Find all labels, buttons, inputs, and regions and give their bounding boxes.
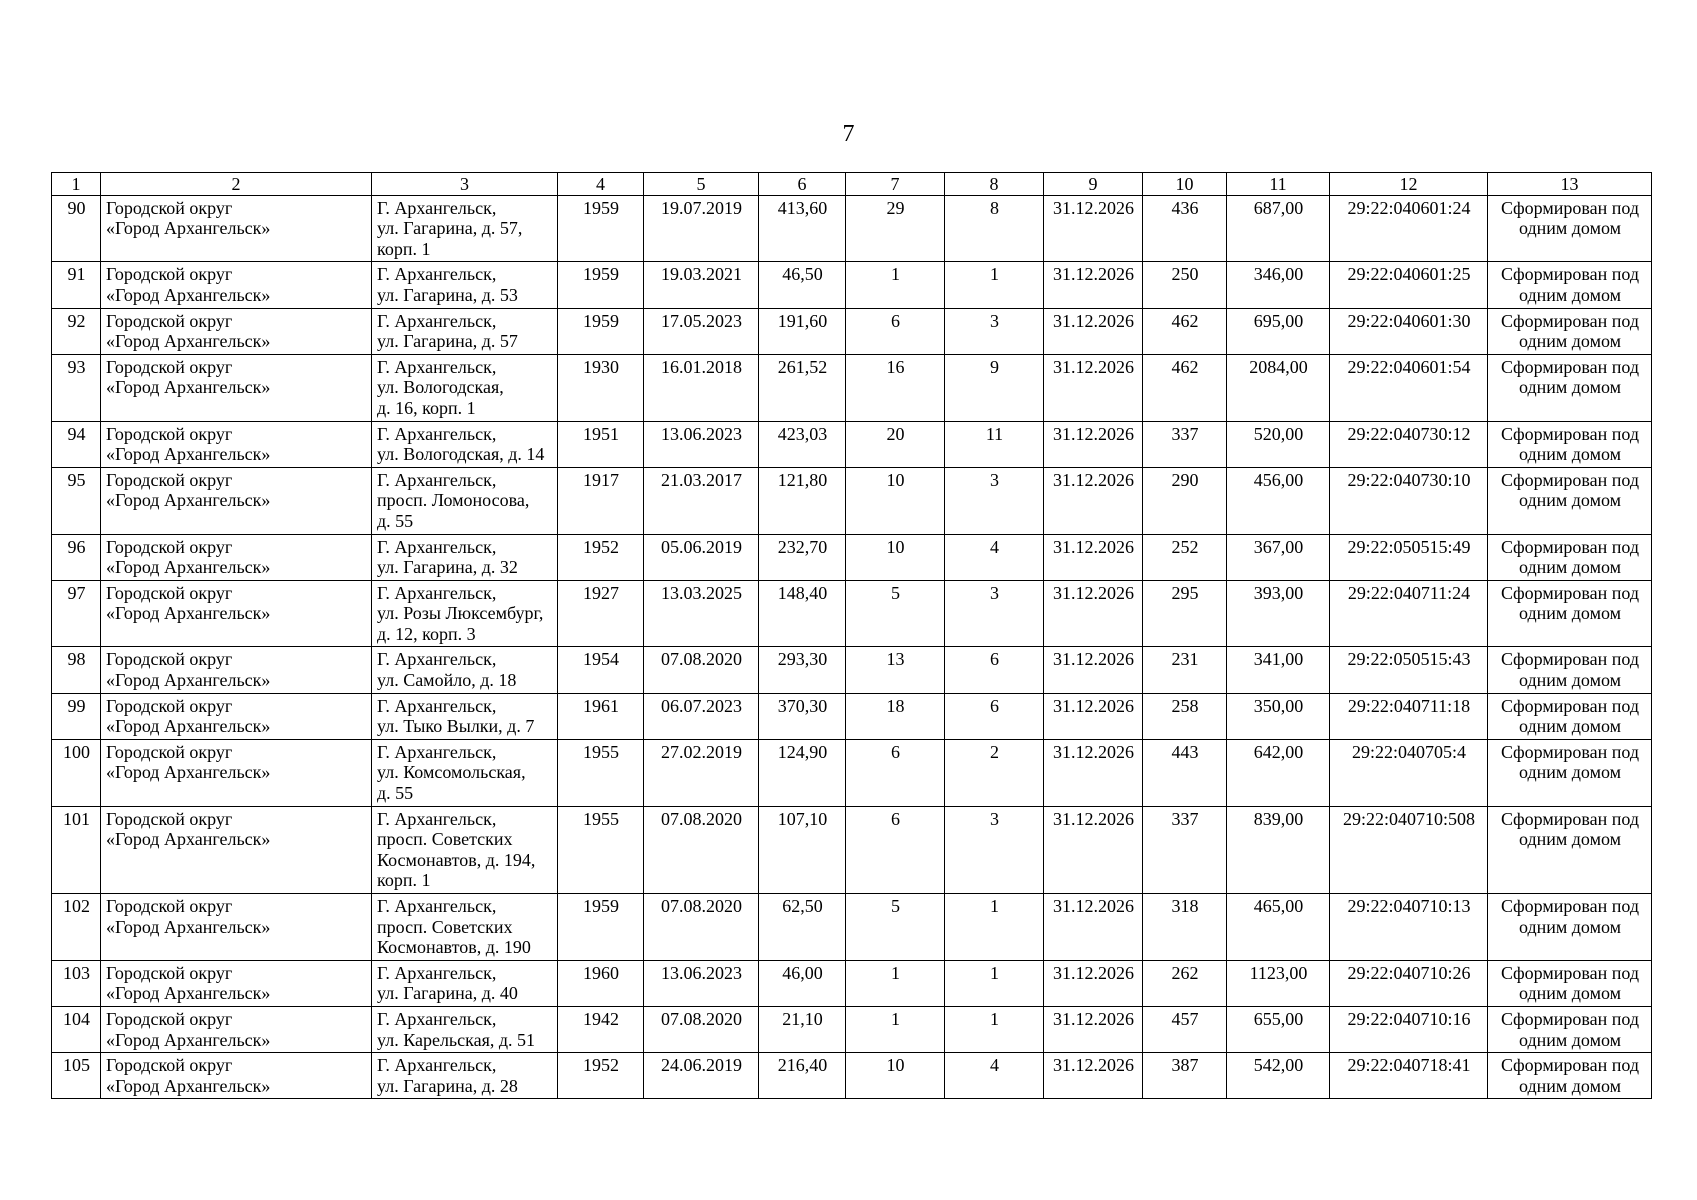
area-cell: 148,40 — [759, 580, 846, 647]
municipality-cell: Городской округ «Город Архангельск» — [101, 960, 372, 1006]
deadline-date-cell: 31.12.2026 — [1044, 806, 1143, 893]
year-cell: 1954 — [558, 647, 644, 693]
municipality-cell: Городской округ «Город Архангельск» — [101, 467, 372, 534]
count-cell: 6 — [945, 647, 1044, 693]
address-cell: Г. Архангельск, ул. Вологодская, д. 16, корп. 1 — [372, 354, 558, 421]
cadastral-number-cell: 29:22:040601:25 — [1330, 262, 1488, 308]
year-cell: 1955 — [558, 739, 644, 806]
cadastral-number-cell: 29:22:040705:4 — [1330, 739, 1488, 806]
page-number: 7 — [842, 121, 855, 147]
area-cell: 121,80 — [759, 467, 846, 534]
status-cell: Сформирован под одним домом — [1488, 354, 1652, 421]
table-row — [52, 894, 1652, 961]
count-cell: 9 — [945, 354, 1044, 421]
deadline-date-cell: 31.12.2026 — [1044, 580, 1143, 647]
area-total-cell: 642,00 — [1227, 739, 1330, 806]
table-row — [52, 534, 1652, 580]
cadastral-number-cell: 29:22:040601:30 — [1330, 308, 1488, 354]
value-cell: 443 — [1143, 739, 1227, 806]
area-cell: 107,10 — [759, 806, 846, 893]
count-cell: 13 — [846, 647, 945, 693]
area-total-cell: 520,00 — [1227, 421, 1330, 467]
data-table — [51, 172, 1652, 1099]
date-cell: 07.08.2020 — [644, 894, 759, 961]
count-cell: 18 — [846, 693, 945, 739]
date-cell: 16.01.2018 — [644, 354, 759, 421]
municipality-cell: Городской округ «Город Архангельск» — [101, 421, 372, 467]
municipality-cell: Городской округ «Город Архангельск» — [101, 580, 372, 647]
deadline-date-cell: 31.12.2026 — [1044, 421, 1143, 467]
cadastral-number-cell: 29:22:040711:18 — [1330, 693, 1488, 739]
table-row — [52, 693, 1652, 739]
cadastral-number-cell: 29:22:040711:24 — [1330, 580, 1488, 647]
status-cell: Сформирован под одним домом — [1488, 467, 1652, 534]
value-cell: 295 — [1143, 580, 1227, 647]
column-number-header: 7 — [846, 173, 945, 196]
year-cell: 1952 — [558, 534, 644, 580]
row-number-cell: 91 — [52, 262, 101, 308]
area-cell: 423,03 — [759, 421, 846, 467]
count-cell: 10 — [846, 1053, 945, 1099]
row-number-cell: 90 — [52, 195, 101, 262]
row-number-cell: 103 — [52, 960, 101, 1006]
status-cell: Сформирован под одним домом — [1488, 693, 1652, 739]
deadline-date-cell: 31.12.2026 — [1044, 693, 1143, 739]
date-cell: 24.06.2019 — [644, 1053, 759, 1099]
address-cell: Г. Архангельск, просп. Советских Космонавтов, д. 190 — [372, 894, 558, 961]
column-number-header: 5 — [644, 173, 759, 196]
address-cell: Г. Архангельск, ул. Комсомольская, д. 55 — [372, 739, 558, 806]
table-row — [52, 1006, 1652, 1052]
address-cell: Г. Архангельск, ул. Гагарина, д. 57, корп. 1 — [372, 195, 558, 262]
year-cell: 1961 — [558, 693, 644, 739]
count-cell: 3 — [945, 806, 1044, 893]
date-cell: 19.03.2021 — [644, 262, 759, 308]
area-cell: 46,00 — [759, 960, 846, 1006]
deadline-date-cell: 31.12.2026 — [1044, 308, 1143, 354]
row-number-cell: 92 — [52, 308, 101, 354]
deadline-date-cell: 31.12.2026 — [1044, 354, 1143, 421]
cadastral-number-cell: 29:22:050515:49 — [1330, 534, 1488, 580]
area-cell: 62,50 — [759, 894, 846, 961]
row-number-cell: 95 — [52, 467, 101, 534]
cadastral-number-cell: 29:22:040710:26 — [1330, 960, 1488, 1006]
address-cell: Г. Архангельск, просп. Ломоносова, д. 55 — [372, 467, 558, 534]
address-cell: Г. Архангельск, ул. Самойло, д. 18 — [372, 647, 558, 693]
count-cell: 8 — [945, 195, 1044, 262]
cadastral-number-cell: 29:22:040730:12 — [1330, 421, 1488, 467]
table-row — [52, 308, 1652, 354]
year-cell: 1927 — [558, 580, 644, 647]
row-number-cell: 100 — [52, 739, 101, 806]
value-cell: 262 — [1143, 960, 1227, 1006]
value-cell: 252 — [1143, 534, 1227, 580]
count-cell: 6 — [945, 693, 1044, 739]
table-row — [52, 467, 1652, 534]
address-cell: Г. Архангельск, ул. Гагарина, д. 40 — [372, 960, 558, 1006]
value-cell: 231 — [1143, 647, 1227, 693]
row-number-cell: 102 — [52, 894, 101, 961]
row-number-cell: 104 — [52, 1006, 101, 1052]
row-number-cell: 98 — [52, 647, 101, 693]
status-cell: Сформирован под одним домом — [1488, 806, 1652, 893]
municipality-cell: Городской округ «Город Архангельск» — [101, 647, 372, 693]
table-row — [52, 421, 1652, 467]
municipality-cell: Городской округ «Город Архангельск» — [101, 308, 372, 354]
count-cell: 1 — [945, 1006, 1044, 1052]
area-total-cell: 465,00 — [1227, 894, 1330, 961]
column-number-header: 2 — [101, 173, 372, 196]
area-cell: 370,30 — [759, 693, 846, 739]
year-cell: 1955 — [558, 806, 644, 893]
area-cell: 232,70 — [759, 534, 846, 580]
cadastral-number-cell: 29:22:040710:13 — [1330, 894, 1488, 961]
table-row — [52, 647, 1652, 693]
table-row — [52, 195, 1652, 262]
count-cell: 1 — [846, 960, 945, 1006]
status-cell: Сформирован под одним домом — [1488, 1006, 1652, 1052]
area-cell: 21,10 — [759, 1006, 846, 1052]
area-total-cell: 456,00 — [1227, 467, 1330, 534]
area-total-cell: 393,00 — [1227, 580, 1330, 647]
count-cell: 3 — [945, 467, 1044, 534]
column-number-header: 9 — [1044, 173, 1143, 196]
count-cell: 6 — [846, 308, 945, 354]
count-cell: 29 — [846, 195, 945, 262]
area-total-cell: 350,00 — [1227, 693, 1330, 739]
area-cell: 261,52 — [759, 354, 846, 421]
table-row — [52, 354, 1652, 421]
count-cell: 3 — [945, 308, 1044, 354]
deadline-date-cell: 31.12.2026 — [1044, 195, 1143, 262]
status-cell: Сформирован под одним домом — [1488, 195, 1652, 262]
date-cell: 07.08.2020 — [644, 647, 759, 693]
area-total-cell: 839,00 — [1227, 806, 1330, 893]
table-row — [52, 960, 1652, 1006]
deadline-date-cell: 31.12.2026 — [1044, 262, 1143, 308]
status-cell: Сформирован под одним домом — [1488, 960, 1652, 1006]
address-cell: Г. Архангельск, ул. Тыко Вылки, д. 7 — [372, 693, 558, 739]
status-cell: Сформирован под одним домом — [1488, 534, 1652, 580]
municipality-cell: Городской округ «Город Архангельск» — [101, 806, 372, 893]
cadastral-number-cell: 29:22:040710:16 — [1330, 1006, 1488, 1052]
column-number-header: 6 — [759, 173, 846, 196]
area-total-cell: 542,00 — [1227, 1053, 1330, 1099]
deadline-date-cell: 31.12.2026 — [1044, 739, 1143, 806]
date-cell: 05.06.2019 — [644, 534, 759, 580]
count-cell: 5 — [846, 894, 945, 961]
area-total-cell: 367,00 — [1227, 534, 1330, 580]
deadline-date-cell: 31.12.2026 — [1044, 647, 1143, 693]
municipality-cell: Городской округ «Город Архангельск» — [101, 534, 372, 580]
count-cell: 4 — [945, 534, 1044, 580]
municipality-cell: Городской округ «Город Архангельск» — [101, 894, 372, 961]
value-cell: 258 — [1143, 693, 1227, 739]
status-cell: Сформирован под одним домом — [1488, 262, 1652, 308]
year-cell: 1917 — [558, 467, 644, 534]
deadline-date-cell: 31.12.2026 — [1044, 1006, 1143, 1052]
cadastral-number-cell: 29:22:040718:41 — [1330, 1053, 1488, 1099]
year-cell: 1960 — [558, 960, 644, 1006]
column-number-header: 4 — [558, 173, 644, 196]
year-cell: 1951 — [558, 421, 644, 467]
count-cell: 1 — [846, 262, 945, 308]
count-cell: 20 — [846, 421, 945, 467]
area-total-cell: 687,00 — [1227, 195, 1330, 262]
value-cell: 387 — [1143, 1053, 1227, 1099]
deadline-date-cell: 31.12.2026 — [1044, 960, 1143, 1006]
count-cell: 16 — [846, 354, 945, 421]
address-cell: Г. Архангельск, просп. Советских Космонавтов, д. 194, корп. 1 — [372, 806, 558, 893]
table-row — [52, 806, 1652, 893]
municipality-cell: Городской округ «Город Архангельск» — [101, 262, 372, 308]
municipality-cell: Городской округ «Город Архангельск» — [101, 1053, 372, 1099]
status-cell: Сформирован под одним домом — [1488, 1053, 1652, 1099]
column-number-header: 8 — [945, 173, 1044, 196]
column-number-header: 12 — [1330, 173, 1488, 196]
municipality-cell: Городской округ «Город Архангельск» — [101, 1006, 372, 1052]
address-cell: Г. Архангельск, ул. Гагарина, д. 32 — [372, 534, 558, 580]
row-number-cell: 93 — [52, 354, 101, 421]
count-cell: 1 — [945, 960, 1044, 1006]
municipality-cell: Городской округ «Город Архангельск» — [101, 739, 372, 806]
year-cell: 1952 — [558, 1053, 644, 1099]
value-cell: 250 — [1143, 262, 1227, 308]
cadastral-number-cell: 29:22:040601:54 — [1330, 354, 1488, 421]
date-cell: 19.07.2019 — [644, 195, 759, 262]
area-cell: 191,60 — [759, 308, 846, 354]
count-cell: 10 — [846, 534, 945, 580]
date-cell: 06.07.2023 — [644, 693, 759, 739]
row-number-cell: 101 — [52, 806, 101, 893]
year-cell: 1930 — [558, 354, 644, 421]
value-cell: 462 — [1143, 354, 1227, 421]
address-cell: Г. Архангельск, ул. Вологодская, д. 14 — [372, 421, 558, 467]
cadastral-number-cell: 29:22:050515:43 — [1330, 647, 1488, 693]
area-total-cell: 341,00 — [1227, 647, 1330, 693]
column-number-header: 11 — [1227, 173, 1330, 196]
area-total-cell: 655,00 — [1227, 1006, 1330, 1052]
table-row — [52, 1053, 1652, 1099]
count-cell: 10 — [846, 467, 945, 534]
date-cell: 13.06.2023 — [644, 960, 759, 1006]
deadline-date-cell: 31.12.2026 — [1044, 1053, 1143, 1099]
count-cell: 11 — [945, 421, 1044, 467]
area-cell: 46,50 — [759, 262, 846, 308]
row-number-cell: 105 — [52, 1053, 101, 1099]
count-cell: 6 — [846, 739, 945, 806]
count-cell: 1 — [945, 894, 1044, 961]
municipality-cell: Городской округ «Город Архангельск» — [101, 354, 372, 421]
area-cell: 124,90 — [759, 739, 846, 806]
date-cell: 21.03.2017 — [644, 467, 759, 534]
table-body — [52, 195, 1652, 1099]
count-cell: 1 — [846, 1006, 945, 1052]
count-cell: 3 — [945, 580, 1044, 647]
value-cell: 318 — [1143, 894, 1227, 961]
status-cell: Сформирован под одним домом — [1488, 647, 1652, 693]
cadastral-number-cell: 29:22:040730:10 — [1330, 467, 1488, 534]
deadline-date-cell: 31.12.2026 — [1044, 534, 1143, 580]
row-number-cell: 96 — [52, 534, 101, 580]
address-cell: Г. Архангельск, ул. Гагарина, д. 57 — [372, 308, 558, 354]
value-cell: 290 — [1143, 467, 1227, 534]
column-number-header: 1 — [52, 173, 101, 196]
date-cell: 13.03.2025 — [644, 580, 759, 647]
table-header-row — [52, 173, 1652, 196]
cadastral-number-cell: 29:22:040601:24 — [1330, 195, 1488, 262]
year-cell: 1959 — [558, 894, 644, 961]
deadline-date-cell: 31.12.2026 — [1044, 894, 1143, 961]
area-total-cell: 1123,00 — [1227, 960, 1330, 1006]
status-cell: Сформирован под одним домом — [1488, 421, 1652, 467]
count-cell: 4 — [945, 1053, 1044, 1099]
column-number-header: 13 — [1488, 173, 1652, 196]
date-cell: 27.02.2019 — [644, 739, 759, 806]
area-cell: 293,30 — [759, 647, 846, 693]
count-cell: 2 — [945, 739, 1044, 806]
date-cell: 13.06.2023 — [644, 421, 759, 467]
column-number-header: 3 — [372, 173, 558, 196]
row-number-cell: 99 — [52, 693, 101, 739]
value-cell: 457 — [1143, 1006, 1227, 1052]
year-cell: 1959 — [558, 195, 644, 262]
status-cell: Сформирован под одним домом — [1488, 308, 1652, 354]
row-number-cell: 94 — [52, 421, 101, 467]
status-cell: Сформирован под одним домом — [1488, 739, 1652, 806]
value-cell: 462 — [1143, 308, 1227, 354]
area-cell: 216,40 — [759, 1053, 846, 1099]
address-cell: Г. Архангельск, ул. Гагарина, д. 53 — [372, 262, 558, 308]
area-total-cell: 346,00 — [1227, 262, 1330, 308]
cadastral-number-cell: 29:22:040710:508 — [1330, 806, 1488, 893]
address-cell: Г. Архангельск, ул. Розы Люксембург, д. 12, корп. 3 — [372, 580, 558, 647]
value-cell: 436 — [1143, 195, 1227, 262]
municipality-cell: Городской округ «Город Архангельск» — [101, 195, 372, 262]
address-cell: Г. Архангельск, ул. Гагарина, д. 28 — [372, 1053, 558, 1099]
value-cell: 337 — [1143, 806, 1227, 893]
value-cell: 337 — [1143, 421, 1227, 467]
date-cell: 07.08.2020 — [644, 1006, 759, 1052]
table-row — [52, 262, 1652, 308]
date-cell: 17.05.2023 — [644, 308, 759, 354]
table-row — [52, 580, 1652, 647]
status-cell: Сформирован под одним домом — [1488, 894, 1652, 961]
year-cell: 1959 — [558, 262, 644, 308]
year-cell: 1959 — [558, 308, 644, 354]
area-total-cell: 2084,00 — [1227, 354, 1330, 421]
address-cell: Г. Архангельск, ул. Карельская, д. 51 — [372, 1006, 558, 1052]
status-cell: Сформирован под одним домом — [1488, 580, 1652, 647]
area-cell: 413,60 — [759, 195, 846, 262]
column-number-header: 10 — [1143, 173, 1227, 196]
count-cell: 1 — [945, 262, 1044, 308]
count-cell: 5 — [846, 580, 945, 647]
date-cell: 07.08.2020 — [644, 806, 759, 893]
year-cell: 1942 — [558, 1006, 644, 1052]
table-row — [52, 739, 1652, 806]
count-cell: 6 — [846, 806, 945, 893]
municipality-cell: Городской округ «Город Архангельск» — [101, 693, 372, 739]
row-number-cell: 97 — [52, 580, 101, 647]
deadline-date-cell: 31.12.2026 — [1044, 467, 1143, 534]
area-total-cell: 695,00 — [1227, 308, 1330, 354]
